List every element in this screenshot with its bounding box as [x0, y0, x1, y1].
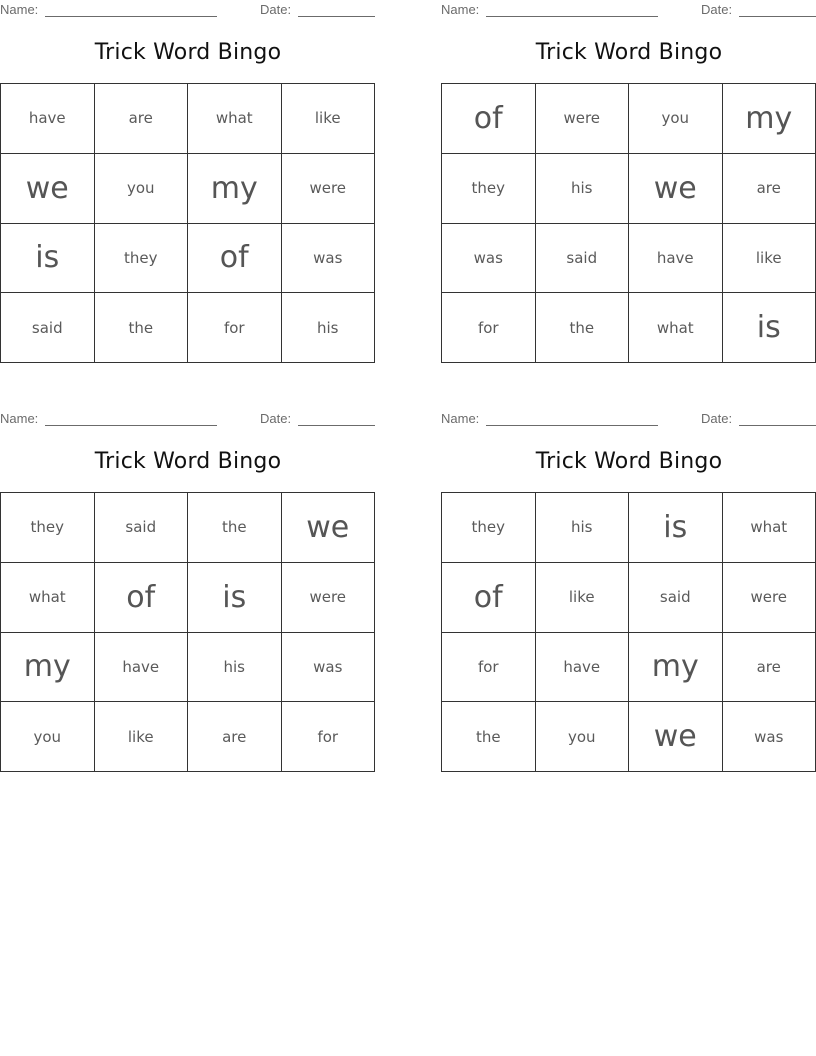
bingo-cell: of	[442, 563, 536, 633]
bingo-cell: we	[629, 154, 723, 224]
bingo-cell: like	[536, 563, 630, 633]
bingo-cell: is	[188, 563, 282, 633]
bingo-cell: is	[1, 224, 95, 294]
bingo-grid	[441, 492, 816, 772]
bingo-cell: said	[629, 563, 723, 633]
name-label: Name:	[0, 2, 39, 17]
bingo-cell: are	[723, 633, 816, 703]
name-blank-line	[486, 425, 658, 426]
name-label: Name:	[0, 411, 39, 426]
bingo-cell: his	[536, 154, 630, 224]
bingo-grid	[0, 83, 375, 363]
bingo-cell: my	[188, 154, 282, 224]
name-blank-line	[45, 425, 217, 426]
date-blank-line	[298, 425, 375, 426]
bingo-cell: was	[282, 633, 376, 703]
bingo-cell: was	[282, 224, 376, 294]
bingo-cell: of	[188, 224, 282, 294]
bingo-cell: like	[95, 702, 189, 772]
bingo-cell: my	[1, 633, 95, 703]
name-label: Name:	[441, 2, 480, 17]
bingo-cell: like	[282, 84, 376, 154]
bingo-cell: what	[629, 293, 723, 363]
date-label: Date:	[701, 411, 733, 426]
bingo-cell: were	[536, 84, 630, 154]
bingo-cell: they	[442, 493, 536, 563]
bingo-cell: the	[536, 293, 630, 363]
bingo-cell: for	[282, 702, 376, 772]
bingo-cell: are	[95, 84, 189, 154]
bingo-cell: the	[95, 293, 189, 363]
bingo-card-4	[441, 409, 816, 781]
bingo-cell: have	[95, 633, 189, 703]
bingo-cell: his	[188, 633, 282, 703]
bingo-cell: for	[442, 293, 536, 363]
bingo-cell: the	[188, 493, 282, 563]
card-title: Trick Word Bingo	[94, 449, 282, 474]
bingo-cell: what	[723, 493, 816, 563]
bingo-cell: said	[1, 293, 95, 363]
bingo-cell: for	[442, 633, 536, 703]
bingo-cell: what	[1, 563, 95, 633]
bingo-grid	[0, 492, 375, 772]
bingo-cell: have	[1, 84, 95, 154]
bingo-cell: were	[282, 563, 376, 633]
bingo-cell: my	[629, 633, 723, 703]
bingo-cell: was	[723, 702, 816, 772]
date-blank-line	[298, 16, 375, 17]
name-date-row	[0, 2, 376, 20]
card-title: Trick Word Bingo	[535, 449, 723, 474]
bingo-cell: you	[1, 702, 95, 772]
bingo-cell: they	[95, 224, 189, 294]
name-blank-line	[486, 16, 658, 17]
bingo-cell: were	[723, 563, 816, 633]
bingo-cell: are	[188, 702, 282, 772]
name-label: Name:	[441, 411, 480, 426]
date-blank-line	[739, 16, 816, 17]
bingo-cell: we	[282, 493, 376, 563]
bingo-grid	[441, 83, 816, 363]
bingo-cell: we	[1, 154, 95, 224]
bingo-cell: you	[536, 702, 630, 772]
bingo-card-2	[441, 0, 816, 372]
bingo-cell: have	[629, 224, 723, 294]
bingo-cell: my	[723, 84, 816, 154]
bingo-cell: what	[188, 84, 282, 154]
bingo-cell: have	[536, 633, 630, 703]
bingo-cell: his	[536, 493, 630, 563]
bingo-cell: like	[723, 224, 816, 294]
name-blank-line	[45, 16, 217, 17]
bingo-cell: is	[629, 493, 723, 563]
bingo-cell: were	[282, 154, 376, 224]
name-date-row	[441, 411, 816, 429]
bingo-cell: is	[723, 293, 816, 363]
bingo-cell: we	[629, 702, 723, 772]
card-title: Trick Word Bingo	[535, 40, 723, 65]
bingo-card-3	[0, 409, 376, 781]
name-date-row	[0, 411, 376, 429]
bingo-cell: are	[723, 154, 816, 224]
bingo-cell: said	[536, 224, 630, 294]
bingo-cell: of	[95, 563, 189, 633]
name-date-row	[441, 2, 816, 20]
bingo-cell: was	[442, 224, 536, 294]
card-title: Trick Word Bingo	[94, 40, 282, 65]
bingo-cell: said	[95, 493, 189, 563]
date-label: Date:	[260, 411, 292, 426]
bingo-cell: for	[188, 293, 282, 363]
bingo-cell: of	[442, 84, 536, 154]
date-label: Date:	[701, 2, 733, 17]
bingo-card-1	[0, 0, 376, 372]
bingo-cell: they	[1, 493, 95, 563]
bingo-cell: they	[442, 154, 536, 224]
date-label: Date:	[260, 2, 292, 17]
bingo-cell: the	[442, 702, 536, 772]
bingo-cell: you	[95, 154, 189, 224]
bingo-cell: you	[629, 84, 723, 154]
date-blank-line	[739, 425, 816, 426]
bingo-cell: his	[282, 293, 376, 363]
